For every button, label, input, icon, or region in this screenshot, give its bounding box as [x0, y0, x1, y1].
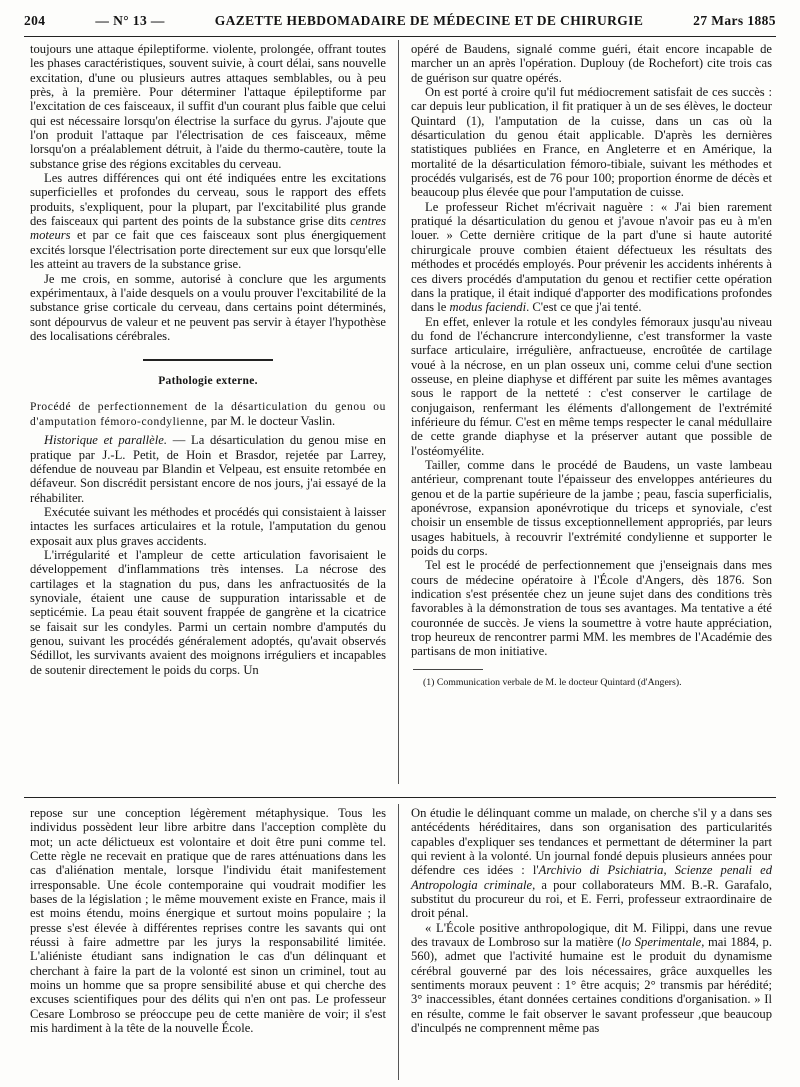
section-divider — [143, 359, 273, 361]
paragraph: Exécutée suivant les méthodes et procédés qui consistaient à laisser intactes les surfaces articulaires et la rotule, l'amputation du genou exposait aux plus graves accidents. — [30, 504, 386, 548]
footnote: (1) Communication verbale de M. le docteur Quintard (d'Angers). — [423, 676, 682, 688]
article-author: par M. le docteur Vaslin. — [207, 413, 336, 428]
section-title: Pathologie externe. — [158, 375, 258, 388]
mid-page-rule — [24, 797, 776, 798]
paragraph: Tel est le procédé de perfectionnement que j'enseignais dans mes cours de médecine opératoire à l'École d'Angers, dès 1876. Son indication s'est présentée chez un jeune sujet dans des conditions très favorables à la démonstration de tous ses avantages. Ma tentative a été couronnée de succès. Je viens la soumettre à votre haute appréciation, trop heureux de rencontrer parmi MM. les membres de l'Académie des partisans de mon initiative. — [411, 558, 772, 659]
paragraph: Les autres différences qui ont été indiquées entre les excitations superficielles et profondes du cerveau, sous le rapport des effets produits, s'expliquent, pour la plupart, par l'excitabilité plus grande des faisceaux qui partent des points de la substance grise dits centres moteurs et par ce fait que ces faisceaux sont plus énergiquement excités lorsque l'électrisation porte directement sur eux que lorsqu'elle les atteint au travers de la substance grise. — [30, 171, 386, 272]
article-title: Procédé de perfectionnement de la désarticulation du genou ou d'amputation fémoro-condylienne, par M. le docteur Vaslin. — [30, 400, 386, 428]
paragraph: On étudie le délinquant comme un malade, on cherche s'il y a dans ses antécédents héréditaires, dans son organisation des particularités capables d'expliquer ses tendances et permettant de déterminer la part qui revient à la volonté. Un journal fondé depuis plusieurs années pour défendre ces idées : l'Archivio di Psichiatria, Scienze penali ed Antropologia criminale, a pour collaborateurs MM. B.-R. Garafalo, substitut du procureur du roi, et E. Ferri, professeur extraordinaire de droit pénal. — [411, 806, 772, 921]
emphasis: lo Sperimentale — [621, 935, 702, 950]
paragraph: Je me crois, en somme, autorisé à conclure que les arguments expérimentaux, à l'aide desquels on a voulu prouver l'excitabilité de la substance grise corticale du cerveau, dans certains point déterminés, sont dépourvus de valeur et ne peuvent pas servir à étayer l'hypothèse des localisations cérébrales. — [30, 271, 386, 343]
column-bottom-right — [411, 806, 772, 1036]
paragraph: toujours une attaque épileptiforme. violente, prolongée, offrant toutes les phases caractéristiques, souvent suivie, à court délai, sans nouvelle excitation, d'une ou plusieurs autres attaques semblables, ou à peu près, à la première. Pour déterminer l'attaque épileptiforme par l'excitation de ces faisceaux, il suffit d'un courant plus faible que celui qui est nécessaire lorsqu'on électrise la surface du gyrus. J'ajoute que l'on produit l'attaque par l'électrisation de ces faisceaux, même lorsqu'on a préalablement détruit, à l'aide du thermo-cautère, toute la substance grise des régions excitables du cerveau. — [30, 42, 386, 171]
paragraph: repose sur une conception légèrement métaphysique. Tous les individus possèdent leur libre arbitre dans l'acception complète du mot; un acte délictueux est volontaire et doit être puni comme tel. Cette règle ne recevait en pratique que de rares atténuations dans les cas d'aliénation mentale, lorsque l'individu était manifestement irresponsable. Une école contemporaine qui voudrait modifier les bases de la législation ; le même mouvement existe en France, mais il est moins étendu, moins énergique et surtout moins populaire ; la presse s'est élevée à différentes reprises contre les savants qui ont réussi à faire admettre par les jurys la responsabilité limitée. L'aliéniste étudiant sans indignation le cas d'un délinquant et cherchant à faire la part de la volonté est sinon un criminel, tout au moins un homme que sa propre sensibilité abuse et qui cherche des excuses scientifiques pour des délits qui n'en ont pas. Le professeur Cesare Lombroso se préoccupe peu de cette manière de voir; il s'est mis hardiment à la tête de la nouvelle École. — [30, 806, 386, 1036]
paragraph: L'irrégularité et l'ampleur de cette articulation favorisaient le développement d'inflammations très intenses. La nécrose des cartilages et la stagnation du pus, dans les anfractuosités de la synoviale, étaient une cause de suppuration intarissable et de septicémie. La peau était souvent frappée de gangrène et la cicatrice se faisait sur les condyles. Parmi un certain nombre d'amputés du genou, suivant les procédés généralement adoptés, qu'avait observés Sédillot, les survivants avaient des moignons irréguliers et incapables de soutenir directement le poids du corps. Un — [30, 548, 386, 677]
emphasis: Historique et parallèle. — [44, 433, 167, 448]
column-divider — [398, 40, 399, 784]
paragraph: On est porté à croire qu'il fut médiocrement satisfait de ces succès : car depuis leur publication, il fit pratiquer à un de ses élèves, le docteur Quintard (1), l'amputation de la cuisse, dans un cas où la désarticulation du genou était applicable. D'après les dernières statistiques publiées en France, en Angleterre et en Amérique, la mortalité de la désarticulation fémoro-tibiale, suivant les méthodes et procédés vulgarisés, est de 76 pour 100; proportion énorme de décès et beaucoup plus élevée que pour l'amputation de cuisse. — [411, 85, 772, 200]
column-divider — [398, 804, 399, 1080]
column-top-right — [411, 42, 772, 690]
issue-date: 27 Mars 1885 — [693, 13, 776, 28]
paragraph: Historique et parallèle. — La désarticulation du genou mise en pratique par J.-L. Petit, de Hoin et Brasdor, rejetée par Larrey, défendue de nouveau par Blandin et Velpeau, est ensuite retombée en défaveur. Son discrédit persistant encore de nos jours, j'ai essayé de la réhabiliter. — [30, 433, 386, 505]
paragraph: En effet, enlever la rotule et les condyles fémoraux jusqu'au niveau du fond de l'échancrure intercondylienne, c'est transformer la vaste surface articulaire, irrégulière, anfractueuse, encroûtée de cartilage voué à la nécrose, en un plan osseux uni, comme celui d'une section osseuse, en pleine diaphyse et différent par suite les mêmes avantages sous le rapport de la netteté : c'est conserver le cartilage de conjugaison, renfermant les éléments d'allongement de l'extrémité inférieure du fémur. C'est en même temps respecter le canal médullaire de cette grande diaphyse et la préserver autant que possible de l'ostéomyélite. — [411, 314, 772, 458]
paragraph: opéré de Baudens, signalé comme guéri, était encore incapable de marcher un an après l'opération. Duplouy (de Rochefort) cite trois cas de guérison sur quatre opérés. — [411, 42, 772, 85]
issue-number: — N° 13 — — [95, 13, 165, 28]
page-number: 204 — [24, 13, 46, 28]
footnote-rule — [413, 669, 483, 670]
emphasis: centres moteurs — [30, 214, 386, 243]
running-header — [24, 10, 776, 32]
header-rule — [24, 36, 776, 37]
paragraph: « L'École positive anthropologique, dit M. Filippi, dans une revue des travaux de Lombroso sur la matière (lo Sperimentale, mai 1884, p. 560), admet que l'activité humaine est le produit du dynamisme cérébral gouverné par des lois nécessaires, grâce auxquelles les sentiments moraux peuvent : 1° être acquis; 2° transmis par hérédité; 3° inaccessibles, étant données certaines conditions d'organisation. » Il en résulte, comme le fait observer le savant professeur ,que beaucoup d'inculpés ne comprennent même pas — [411, 920, 773, 1036]
journal-title: GAZETTE HEBDOMADAIRE DE MÉDECINE ET DE CHIRURGIE — [214, 13, 644, 28]
emphasis: Archivio di Psichiatria, Scienze penali ed Antropologia criminale — [411, 863, 772, 892]
column-top-left — [30, 42, 386, 677]
column-bottom-left — [30, 806, 386, 1036]
paragraph: Le professeur Richet m'écrivait naguère : « J'ai bien rarement pratiqué la désarticulation du genou et j'avoue n'avoir pas eu à m'en louer. » Cette dernière critique de la part d'une si haute autorité chirurgicale prouve combien étaient défectueux les résultats des méthodes et procédés employés. Pour prévenir les accidents inhérents à ces divers procédés d'amputation du genou et rectifier cette opération dans la pratique, il était indiqué d'apporter des modifications profondes dans le modus faciendi. C'est ce que j'ai tenté. — [411, 199, 772, 315]
paragraph: Tailler, comme dans le procédé de Baudens, un vaste lambeau antérieur, comprenant toute l'épaisseur des enveloppes antérieures du genou et de la partie supérieure de la jambe ; peau, fascia superficialis, aponévrose, expansion aponévrotique du triceps et synoviale, c'est choisir un ensemble de tissus exceptionnellement appropriés, par leurs usages habituels, à recouvrir l'extrémité condylienne et supporter le poids du corps. — [411, 457, 772, 559]
emphasis: modus faciendi — [449, 300, 527, 315]
